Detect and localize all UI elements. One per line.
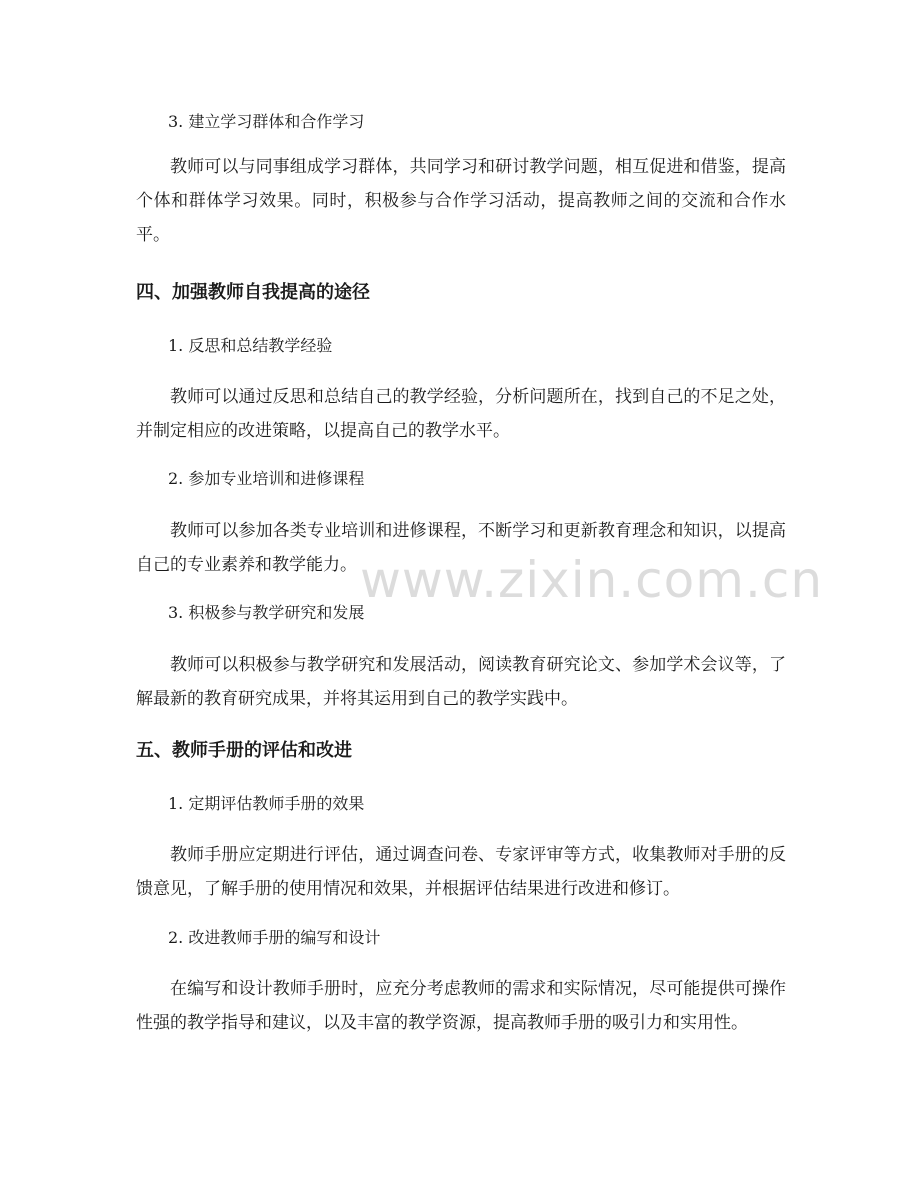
watermark-text: www.zixin.com.cn bbox=[360, 551, 824, 609]
subheading-research: 3. 积极参与教学研究和发展 bbox=[168, 603, 365, 622]
subheading-training: 2. 参加专业培训和进修课程 bbox=[168, 469, 365, 488]
paragraph-improve-design: 在编写和设计教师手册时，应充分考虑教师的需求和实际情况，尽可能提供可操作性强的教学指导和建议，以及丰富的教学资源，提高教师手册的吸引力和实用性。 bbox=[136, 979, 786, 1033]
subheading-learning-group: 3. 建立学习群体和合作学习 bbox=[168, 112, 365, 131]
subheading-reflection: 1. 反思和总结教学经验 bbox=[168, 336, 333, 355]
section-heading-evaluation: 五、教师手册的评估和改进 bbox=[136, 740, 352, 761]
paragraph-reflection: 教师可以通过反思和总结自己的教学经验，分析问题所在，找到自己的不足之处，并制定相应的改进策略，以提高自己的教学水平。 bbox=[136, 387, 786, 441]
paragraph-training: 教师可以参加各类专业培训和进修课程，不断学习和更新教育理念和知识，以提高自己的专业素养和教学能力。 bbox=[136, 521, 786, 575]
subheading-periodic-evaluation: 1. 定期评估教师手册的效果 bbox=[168, 794, 365, 813]
paragraph-periodic-evaluation: 教师手册应定期进行评估，通过调查问卷、专家评审等方式，收集教师对手册的反馈意见，了解手册的使用情况和效果，并根据评估结果进行改进和修订。 bbox=[136, 845, 786, 899]
paragraph-research: 教师可以积极参与教学研究和发展活动，阅读教育研究论文、参加学术会议等，了解最新的教育研究成果，并将其运用到自己的教学实践中。 bbox=[136, 655, 786, 709]
subheading-improve-design: 2. 改进教师手册的编写和设计 bbox=[168, 928, 381, 947]
section-heading-self-improvement: 四、加强教师自我提高的途径 bbox=[136, 282, 370, 303]
paragraph-learning-group: 教师可以与同事组成学习群体，共同学习和研讨教学问题，相互促进和借鉴，提高个体和群体学习效果。同时，积极参与合作学习活动，提高教师之间的交流和合作水平。 bbox=[136, 157, 786, 245]
